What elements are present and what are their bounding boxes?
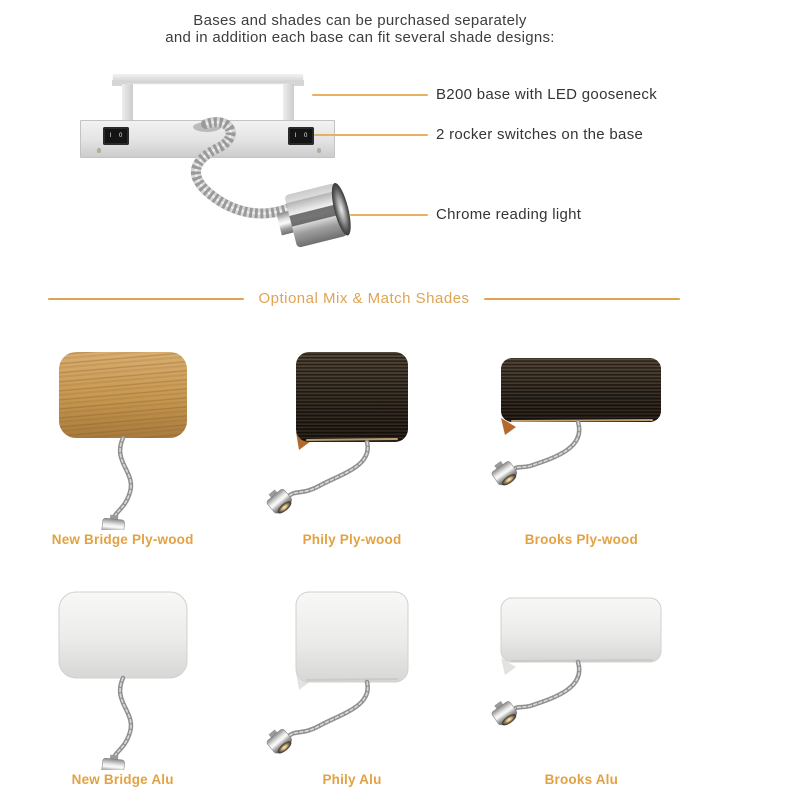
shade-label: Phily Ply-wood: [302, 532, 402, 547]
shade-card-brooks-alu: [467, 580, 696, 800]
callout-line-gooseneck: [312, 94, 428, 96]
led-head-icon: [263, 485, 295, 517]
shade-label: Brooks Alu: [544, 772, 619, 787]
led-head-icon: [489, 457, 521, 489]
title-line-2: and in addition each base can fit several shade designs:: [165, 29, 555, 46]
led-head-icon: [489, 697, 521, 729]
phily-plywood-shade-image: [239, 340, 465, 530]
shade-card-new-bridge-plywood: [8, 340, 237, 580]
chrome-reading-light-head: [273, 181, 355, 251]
divider-line-right: [484, 298, 680, 300]
section-divider: [48, 290, 680, 307]
shade-grid: [8, 340, 696, 800]
page-title: [0, 12, 720, 46]
screw-left: [97, 148, 101, 152]
new-bridge-plywood-shade-image: [10, 340, 236, 530]
callout-label-switches: 2 rocker switches on the base: [436, 126, 644, 143]
new-bridge-alu-shade-image: [10, 580, 236, 770]
led-head-icon: [263, 725, 295, 757]
shade-label: New Bridge Alu: [71, 772, 174, 787]
divider-title: Optional Mix & Match Shades: [258, 290, 470, 307]
divider-line-left: [48, 298, 244, 300]
rocker-switch-left: [103, 127, 129, 145]
rocker-switch-marking: I 0: [109, 133, 126, 139]
callout-label-gooseneck: B200 base with LED gooseneck: [436, 86, 658, 103]
brooks-plywood-shade-image: [468, 340, 694, 530]
callout-line-reading-light: [350, 214, 428, 216]
screw-right: [317, 148, 321, 152]
rocker-switch-right: [288, 127, 314, 145]
shade-label: New Bridge Ply-wood: [51, 532, 194, 547]
bracket-post-right: [283, 84, 294, 121]
led-head-icon: [101, 754, 125, 770]
shade-card-phily-plywood: [237, 340, 466, 580]
shade-card-phily-alu: [237, 580, 466, 800]
shade-card-new-bridge-alu: [8, 580, 237, 800]
rocker-switch-marking: I 0: [294, 133, 311, 139]
callout-label-reading-light: Chrome reading light: [436, 206, 582, 223]
callout-line-switches: [314, 134, 428, 136]
shade-label: Brooks Ply-wood: [524, 532, 638, 547]
mounting-bracket-bar: [113, 74, 303, 83]
phily-alu-shade-image: [239, 580, 465, 770]
title-line-1: Bases and shades can be purchased separately: [193, 12, 527, 29]
led-head-icon: [101, 514, 125, 530]
brooks-alu-shade-image: [468, 580, 694, 770]
shade-card-brooks-plywood: [467, 340, 696, 580]
shade-label: Phily Alu: [322, 772, 382, 787]
bracket-post-left: [122, 84, 133, 121]
